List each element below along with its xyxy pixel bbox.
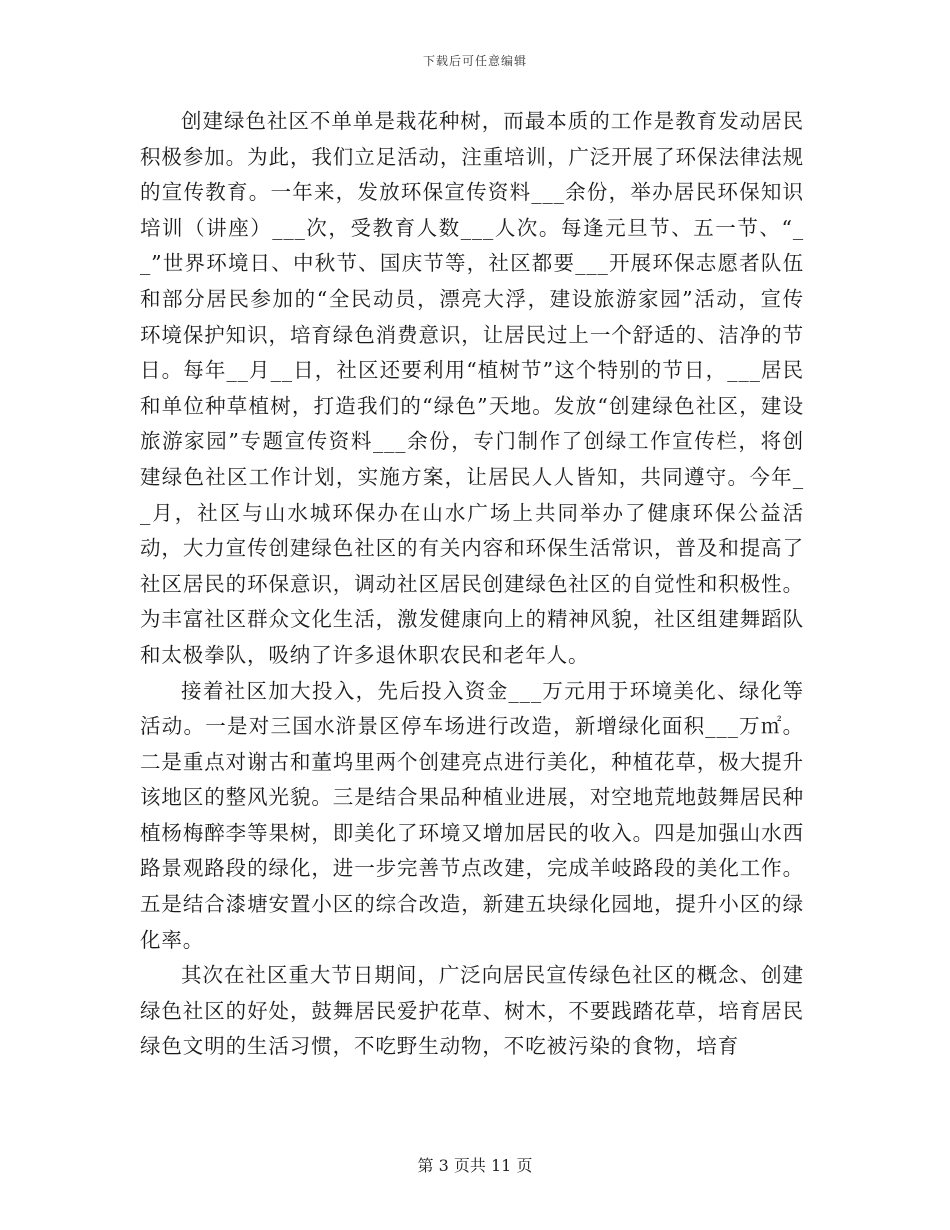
document-body — [140, 104, 804, 1065]
page-header: 下载后可任意编辑 — [422, 54, 527, 68]
page-footer: 第 3 页共 11 页 — [417, 1156, 533, 1175]
paragraph-1: 创建绿色社区不单单是栽花种树，而最本质的工作是教育发动居民积极参加。为此，我们立足活动，注重培训，广泛开展了环保法律法规的宣传教育。一年来，发放环保宣传资料___余份，举办居民环保知识培训（讲座）___次，受教育人数___人次。每逢元旦节、五一节、“__”世界环境日、中秋节、国庆节等，社区都要___开展环保志愿者队伍和部分居民参加的“全民动员，漂亮大浮，建设旅游家园”活动，宣传环境保护知识，培育绿色消费意识，让居民过上一个舒适的、洁净的节日。每年__月__日，社区还要利用“植树节”这个特别的节日，___居民和单位种草植树，打造我们的“绿色”天地。发放“创建绿色社区，建设旅游家园”专题宣传资料___余份，专门制作了创绿工作宣传栏，将创建绿色社区工作计划，实施方案，让居民人人皆知，共同遵守。今年__月，社区与山水城环保办在山水广场上共同举办了健康环保公益活动，大力宣传创建绿色社区的有关内容和环保生活常识，普及和提高了社区居民的环保意识，调动社区居民创建绿色社区的自觉性和积极性。为丰富社区群众文化生活，激发健康向上的精神风貌，社区组建舞蹈队和太极拳队，吸纳了许多退休职农民和老年人。 — [140, 109, 804, 667]
paragraph-3: 其次在社区重大节日期间，广泛向居民宣传绿色社区的概念、创建绿色社区的好处，鼓舞居民爱护花草、树木，不要践踏花草，培育居民绿色文明的生活习惯，不吃野生动物，不吃被污染的食物，培育 — [140, 963, 804, 1059]
paragraph-2: 接着社区加大投入，先后投入资金___万元用于环境美化、绿化等活动。一是对三国水浒景区停车场进行改造，新增绿化面积___万㎡。二是重点对谢古和董坞里两个创建亮点进行美化，种植花草，极大提升该地区的整风光貌。三是结合果品种植业进展，对空地荒地鼓舞居民种植杨梅醉李等果树，即美化了环境又增加居民的收入。四是加强山水西路景观路段的绿化，进一步完善节点改建，完成羊岐路段的美化工作。五是结合漆塘安置小区的综合改造，新建五块绿化园地，提升小区的绿化率。 — [140, 678, 804, 952]
